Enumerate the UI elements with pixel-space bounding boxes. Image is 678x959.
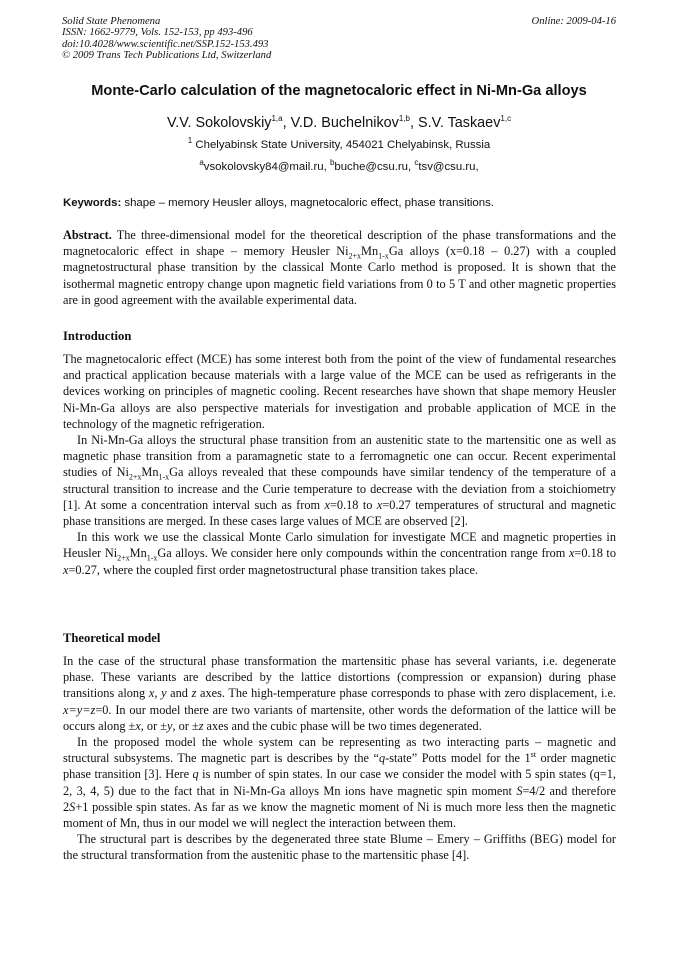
text: , or ±	[140, 718, 167, 733]
abstract	[63, 227, 616, 308]
text: In the case of the structural phase transformation the martensitic phase has several variants, i.e. degenerate phase. These variants are described by the lattice distortions (compression or expansion) during phase transitions along	[63, 654, 616, 701]
subscript: 1-x	[146, 553, 158, 563]
math-var: S	[516, 783, 523, 798]
paragraph	[63, 529, 616, 578]
subscript: 1-x	[158, 472, 170, 482]
paragraph: The structural part is describes by the degenerated three state Blume – Emery – Griffiths (BEG) model for the structural transformation from the austenitic phase to the martensitic phase [4].	[63, 832, 616, 863]
math-var: x	[148, 686, 155, 701]
theory-body	[63, 653, 616, 864]
text: In the proposed model the whole system can be representing as two interacting parts – magnetic and structural subsystems. The magnetic part is describes by the “	[63, 735, 616, 766]
text: -state” Potts model for the 1	[385, 751, 531, 766]
math-var: y	[167, 718, 173, 733]
math-var: S	[69, 799, 76, 814]
email-mark: a	[199, 158, 204, 168]
math-var: z	[198, 718, 204, 733]
math-var: y	[161, 686, 167, 701]
text: =0.27, where the coupled first order magnetostructural phase transition takes place.	[68, 562, 478, 577]
keywords	[63, 196, 623, 210]
math-var: x	[135, 718, 141, 733]
text: Ga alloys. We consider here only compounds within the concentration range from	[157, 546, 569, 561]
text: axes and the cubic phase will be two times degenerated.	[203, 718, 482, 733]
subscript: 2+x	[117, 553, 130, 563]
section-heading-introduction: Introduction	[63, 329, 132, 343]
author-emails	[40, 160, 638, 174]
abstract-label: Abstract.	[63, 228, 112, 242]
math-var: x	[568, 546, 575, 561]
superscript: st	[530, 750, 536, 760]
affiliation-text: Chelyabinsk State University, 454021 Chelyabinsk, Russia	[195, 139, 491, 151]
math-var: x	[324, 497, 330, 512]
math-var: z	[191, 686, 197, 701]
author-affil-mark: 1,b	[398, 114, 410, 124]
section-heading-theoretical-model: Theoretical model	[63, 631, 161, 645]
journal-issn: ISSN: 1662-9779, Vols. 152-153, pp 493-496	[62, 27, 253, 39]
journal-header	[62, 16, 616, 62]
abstract-text: Ga alloys (x=0.18 – 0.27) with a coupled magnetostructural phase transition by the classical Monte Carlo method is proposed. It is shown that the isothermal magnetic entropy change upon magnetic field variations from 0 to 5 T and other magnetic properties are in good agreement with the available experimental data.	[63, 244, 616, 307]
text: In this work we use the classical Monte Carlo simulation for investigate MCE and magnetic properties in Heusler Ni	[63, 530, 616, 561]
subscript: 2+x	[128, 472, 142, 482]
email-link[interactable]: tsv@csu.ru,	[418, 161, 479, 173]
paper-title: Monte-Carlo calculation of the magnetocaloric effect in Ni-Mn-Ga alloys	[91, 83, 587, 99]
text: ,	[154, 686, 162, 701]
text: Ga alloys revealed that these compounds have similar tendency of the temperature of a structural transition to increase and the Curie temperature to decrease with the deviation from a stoichiometry [1]. At some a concentration interval such as from	[63, 465, 616, 512]
email-mark: b	[329, 158, 335, 168]
text: =0.18 to	[330, 497, 377, 512]
text: =4/2 and therefore 2	[63, 783, 616, 814]
text: =0.27 temperatures of structural and magnetic phase transitions are merged. In these cases large values of MCE are observed [2].	[63, 497, 616, 529]
text: and	[166, 686, 192, 701]
affiliation-mark: 1	[187, 136, 193, 146]
math-var: q	[378, 751, 386, 766]
email-link[interactable]: buche@csu.ru,	[334, 161, 415, 173]
subscript: 1-x	[378, 251, 389, 261]
journal-doi: doi:10.4028/www.scientific.net/SSP.152-153.493	[62, 38, 269, 50]
author-affil-mark: 1,c	[500, 114, 512, 124]
text: Mn	[141, 465, 159, 480]
text: =0. In our model there are two variants of martensite, other words the deformation of the lattice will be occurs along ±	[63, 702, 616, 733]
email-link[interactable]: vsokolovsky84@mail.ru,	[203, 161, 330, 173]
text: is number of spin states. In our case we consider the model with 5 spin states (q=1, 2, 3, 4, 5) due to the fact that in Ni-Mn-Ga alloys Mn ions have magnetic spin moment	[63, 767, 616, 798]
journal-name: Solid State Phenomena	[62, 16, 161, 27]
paragraph	[63, 653, 616, 734]
introduction-body	[63, 351, 616, 578]
text: , or ±	[172, 718, 199, 733]
math-var: q	[192, 767, 199, 782]
online-date: Online: 2009-04-16	[531, 16, 616, 27]
math-var: x=y=z	[63, 702, 96, 717]
author-name: V.D. Buchelnikov	[290, 115, 399, 131]
text: order magnetic phase transition [3]. Here	[63, 751, 616, 782]
author-name: S.V. Taskaev	[417, 115, 501, 131]
math-var: x	[63, 562, 69, 577]
keywords-text: shape – memory Heusler alloys, magnetocaloric effect, phase transitions.	[121, 197, 494, 209]
author-affil-mark: 1,a	[271, 114, 283, 124]
paragraph: The magnetocaloric effect (MCE) has some interest both from the point of the view of fundamental researches and practical application because materials with a large value of the MCE can be used as refrigerants in the devices working on principles of magnetic cooling. Recent researches have shown that shape memory Heusler Ni-Mn-Ga alloys are also perspective materials for investigation and probable application of MCE in the technology of the magnetic refrigeration.	[63, 352, 616, 431]
text: In Ni-Mn-Ga alloys the structural phase transition from an austenitic state to the martensitic one as well as magnetic phase transition from a paramagnetic state to a ferromagnetic one can occur. Recent experimental studies of Ni	[63, 433, 616, 480]
text: axes. The high-temperature phase corresponds to phase with zero displacement, i.e.	[196, 686, 616, 701]
paragraph	[63, 432, 616, 529]
math-var: x	[376, 497, 383, 512]
author-name: V.V. Sokolovskiy	[166, 115, 272, 131]
text: +1 possible spin states. As far as we know the magnetic moment of Ni is much more less then the magnetic moment of Mn, thus in our model we will neglect the interaction between them.	[63, 799, 616, 831]
author-list: V.V. Sokolovskiy$^{1,a}$, V.D. Buchelnikov$^{1,b}$, S.V. Taskaev$^{1,c}$	[166, 114, 512, 131]
subscript: 2+x	[348, 251, 362, 261]
journal-copyright: © 2009 Trans Tech Publications Ltd, Switzerland	[62, 50, 272, 62]
email-mark: c	[414, 158, 419, 168]
paragraph	[63, 734, 616, 831]
keywords-label: Keywords:	[63, 197, 122, 209]
abstract-text: The three-dimensional model for the theoretical description of the phase transformations and the magnetocaloric effect in shape – memory Heusler Ni	[63, 228, 616, 259]
text: =0.18 to	[574, 546, 617, 561]
abstract-text: Mn	[361, 244, 379, 259]
affiliation	[40, 138, 638, 152]
text: Mn	[129, 546, 147, 561]
